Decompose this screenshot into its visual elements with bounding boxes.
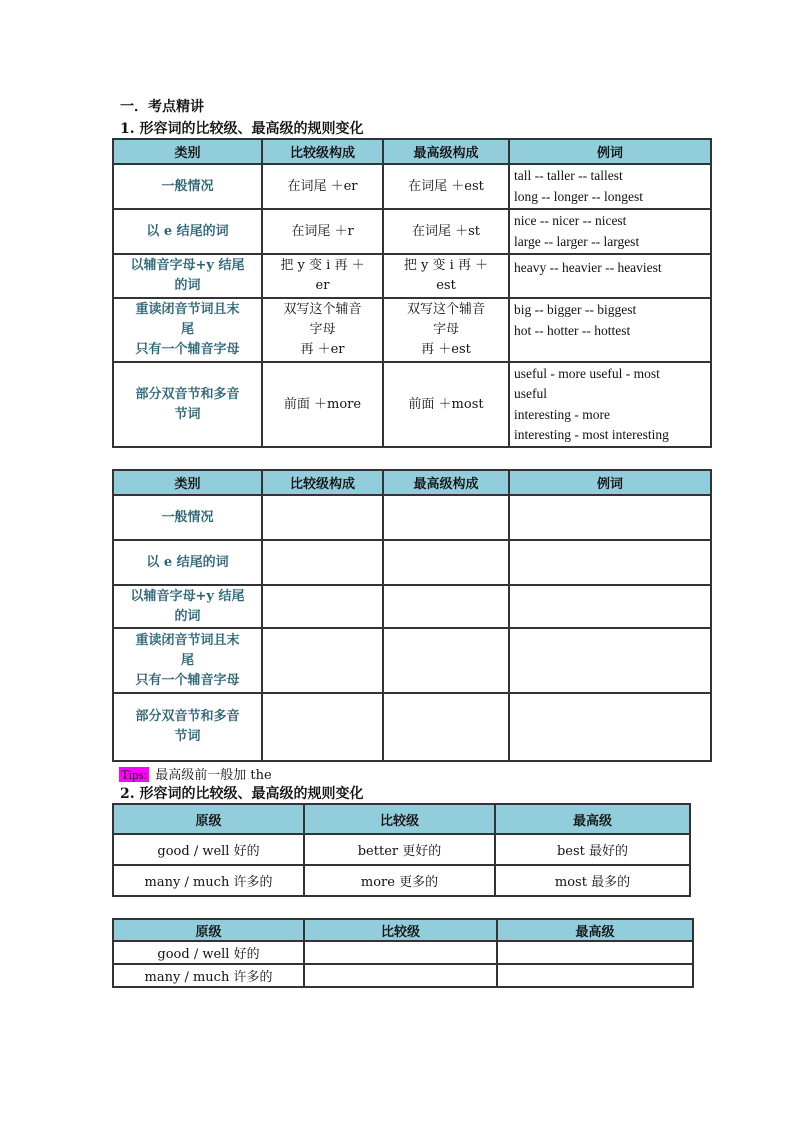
table-row: [113, 164, 711, 209]
category-cell: 以辅音字母+y 结尾 的词: [113, 254, 262, 298]
superlative-cell: 把 y 变 i 再 ＋ est: [383, 254, 509, 298]
table-row: [113, 362, 711, 447]
tips-note: [119, 764, 272, 783]
table-header-row: [113, 804, 690, 834]
positive-cell: good / well 好的: [113, 941, 304, 964]
blank-cell[interactable]: [383, 585, 509, 628]
blank-cell[interactable]: [304, 964, 497, 987]
examples-cell: heavy -- heavier -- heaviest: [509, 254, 711, 298]
blank-cell[interactable]: [262, 495, 383, 540]
table-header-row: [113, 139, 711, 164]
superlative-cell: 在词尾 ＋st: [383, 209, 509, 254]
header-positive: 原级: [113, 919, 304, 941]
examples-cell: tall -- taller -- tallest long -- longer -- longest: [509, 164, 711, 209]
blank-cell[interactable]: [383, 628, 509, 693]
category-cell: 重读闭音节词且末 尾 只有一个辅音字母: [113, 298, 262, 362]
category-cell: 部分双音节和多音 节词: [113, 693, 262, 761]
blank-cell[interactable]: [262, 628, 383, 693]
table-row: [113, 254, 711, 298]
blank-cell[interactable]: [509, 693, 711, 761]
header-superlative: 最高级构成: [383, 139, 509, 164]
header-comparative: 比较级构成: [262, 139, 383, 164]
section-heading: 一．考点精讲: [120, 99, 204, 115]
heading-rules-2: 2. 形容词的比较级、最高级的规则变化: [120, 786, 364, 802]
comparative-cell: 在词尾 ＋er: [262, 164, 383, 209]
table-row: [113, 693, 711, 761]
positive-cell: good / well 好的: [113, 834, 304, 865]
superlative-cell: best 最好的: [495, 834, 690, 865]
table-header-row: [113, 919, 693, 941]
blank-cell[interactable]: [383, 540, 509, 585]
blank-cell[interactable]: [383, 495, 509, 540]
category-cell: 重读闭音节词且末 尾 只有一个辅音字母: [113, 628, 262, 693]
category-cell: 一般情况: [113, 495, 262, 540]
header-positive: 原级: [113, 804, 304, 834]
header-examples: 例词: [509, 470, 711, 495]
table-row: [113, 540, 711, 585]
blank-cell[interactable]: [509, 585, 711, 628]
table-row: [113, 298, 711, 362]
heading-rules-1: 1. 形容词的比较级、最高级的规则变化: [120, 121, 364, 137]
blank-cell[interactable]: [497, 941, 693, 964]
blank-cell[interactable]: [262, 693, 383, 761]
blank-cell[interactable]: [509, 628, 711, 693]
header-superlative: 最高级: [497, 919, 693, 941]
blank-cell[interactable]: [497, 964, 693, 987]
header-comparative: 比较级构成: [262, 470, 383, 495]
comparative-cell: 在词尾 ＋r: [262, 209, 383, 254]
category-cell: 以辅音字母+y 结尾 的词: [113, 585, 262, 628]
table-row: [113, 585, 711, 628]
header-examples: 例词: [509, 139, 711, 164]
positive-cell: many / much 许多的: [113, 865, 304, 896]
superlative-cell: 双写这个辅音 字母 再 ＋est: [383, 298, 509, 362]
superlative-cell: 前面 ＋most: [383, 362, 509, 447]
category-cell: 部分双音节和多音 节词: [113, 362, 262, 447]
blank-cell[interactable]: [383, 693, 509, 761]
category-cell: 以 e 结尾的词: [113, 209, 262, 254]
blank-cell[interactable]: [262, 540, 383, 585]
table-row: [113, 964, 693, 987]
practice-rules-table: [112, 469, 712, 762]
superlative-cell: 在词尾 ＋est: [383, 164, 509, 209]
comparative-cell: more 更多的: [304, 865, 495, 896]
table-row: [113, 209, 711, 254]
irregular-table: [112, 803, 691, 897]
tips-tag: Tips:: [121, 767, 148, 782]
header-comparative: 比较级: [304, 804, 495, 834]
examples-cell: big -- bigger -- biggest hot -- hotter -- hottest: [509, 298, 711, 362]
tips-text: 最高级前一般加 the: [155, 768, 272, 783]
table-row: [113, 865, 690, 896]
rules-table: [112, 138, 712, 448]
comparative-cell: 双写这个辅音 字母 再 ＋er: [262, 298, 383, 362]
examples-cell: nice -- nicer -- nicest large -- larger -- largest: [509, 209, 711, 254]
table-row: [113, 834, 690, 865]
comparative-cell: 前面 ＋more: [262, 362, 383, 447]
table-row: [113, 941, 693, 964]
blank-cell[interactable]: [304, 941, 497, 964]
blank-cell[interactable]: [262, 585, 383, 628]
comparative-cell: 把 y 变 i 再 ＋ er: [262, 254, 383, 298]
blank-cell[interactable]: [509, 495, 711, 540]
table-row: [113, 495, 711, 540]
table-header-row: [113, 470, 711, 495]
comparative-cell: better 更好的: [304, 834, 495, 865]
header-category: 类别: [113, 470, 262, 495]
header-category: 类别: [113, 139, 262, 164]
category-cell: 一般情况: [113, 164, 262, 209]
examples-cell: useful - more useful - most useful interesting - more interesting - most interesting: [509, 362, 711, 447]
positive-cell: many / much 许多的: [113, 964, 304, 987]
header-comparative: 比较级: [304, 919, 497, 941]
practice-irregular-table: [112, 918, 694, 988]
superlative-cell: most 最多的: [495, 865, 690, 896]
blank-cell[interactable]: [509, 540, 711, 585]
header-superlative: 最高级构成: [383, 470, 509, 495]
table-row: [113, 628, 711, 693]
header-superlative: 最高级: [495, 804, 690, 834]
category-cell: 以 e 结尾的词: [113, 540, 262, 585]
